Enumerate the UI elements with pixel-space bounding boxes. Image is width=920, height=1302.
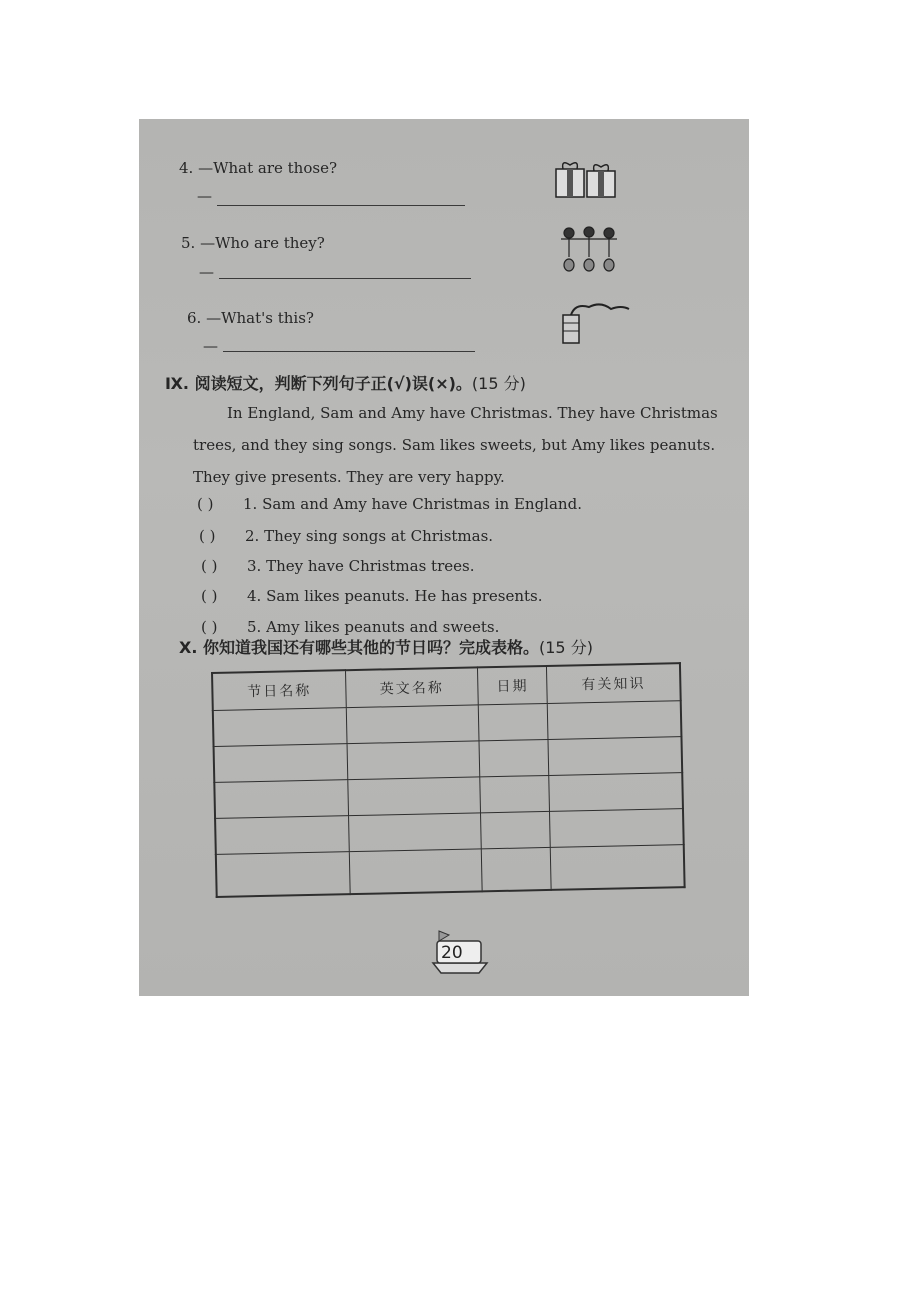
table-cell[interactable] bbox=[348, 777, 481, 816]
answer-line-6[interactable] bbox=[223, 351, 475, 352]
answer-parentheses[interactable]: ( ) bbox=[201, 618, 218, 636]
table-cell[interactable] bbox=[215, 816, 349, 855]
gift-boxes-icon bbox=[553, 155, 619, 199]
answer-parentheses[interactable]: ( ) bbox=[199, 527, 216, 545]
question-6: 6. —What's this? bbox=[187, 309, 314, 327]
table-cell[interactable] bbox=[481, 848, 551, 892]
answer-parentheses[interactable]: ( ) bbox=[201, 557, 218, 575]
judgement-item-1: ( ) 1. Sam and Amy have Christmas in England. bbox=[197, 495, 582, 513]
answer-line-5[interactable] bbox=[219, 278, 471, 279]
judgement-item-4: ( ) 4. Sam likes peanuts. He has presents. bbox=[201, 587, 543, 605]
section-9-heading bbox=[165, 371, 526, 394]
page-number: 20 bbox=[441, 943, 463, 963]
table-cell[interactable] bbox=[550, 845, 684, 890]
judgement-item-3: ( ) 3. They have Christmas trees. bbox=[201, 557, 475, 575]
column-header-date: 日期 bbox=[478, 666, 548, 705]
table-cell[interactable] bbox=[479, 740, 549, 778]
chimney-smoke-icon bbox=[559, 299, 633, 345]
table-cell[interactable] bbox=[481, 812, 551, 850]
answer-dash-6: — bbox=[203, 337, 218, 355]
question-4: 4. —What are those? bbox=[179, 159, 337, 177]
answer-parentheses[interactable]: ( ) bbox=[197, 495, 214, 513]
answer-dash-4: — bbox=[197, 187, 212, 205]
section-9-score: (15 分) bbox=[471, 374, 526, 393]
section-9-heading-text: Ⅸ. 阅读短文，判断下列句子正(√)误(×)。 bbox=[165, 374, 472, 393]
table-cell[interactable] bbox=[349, 849, 482, 894]
table-cell[interactable] bbox=[480, 776, 550, 814]
section-10-heading-text: Ⅹ. 你知道我国还有哪些其他的节日吗？完成表格。 bbox=[179, 638, 539, 657]
table-cell[interactable] bbox=[347, 741, 480, 780]
section-10-score: (15 分) bbox=[539, 638, 593, 657]
section-10-heading bbox=[179, 635, 593, 658]
answer-line-4[interactable] bbox=[217, 205, 465, 206]
table-cell[interactable] bbox=[548, 737, 682, 776]
table-cell[interactable] bbox=[346, 705, 479, 744]
table-cell[interactable] bbox=[214, 780, 348, 819]
column-header-english-name: 英文名称 bbox=[345, 667, 478, 707]
table-cell[interactable] bbox=[214, 744, 348, 783]
passage-line-3: They give presents. They are very happy. bbox=[193, 468, 505, 486]
table-cell[interactable] bbox=[547, 701, 681, 740]
table-cell[interactable] bbox=[216, 852, 350, 897]
table-row bbox=[216, 845, 685, 897]
answer-dash-5: — bbox=[199, 263, 214, 281]
judgement-item-5: ( ) 5. Amy likes peanuts and sweets. bbox=[201, 618, 500, 636]
worksheet-photo bbox=[139, 119, 749, 996]
children-dancing-icon bbox=[559, 223, 621, 277]
judgement-item-2: ( ) 2. They sing songs at Christmas. bbox=[199, 527, 494, 545]
answer-parentheses[interactable]: ( ) bbox=[201, 587, 218, 605]
table-cell[interactable] bbox=[348, 813, 481, 852]
passage-line-1: In England, Sam and Amy have Christmas. They have Christmas bbox=[227, 404, 718, 422]
table-cell[interactable] bbox=[550, 809, 684, 848]
table-cell[interactable] bbox=[478, 703, 548, 741]
passage-line-2: trees, and they sing songs. Sam likes sweets, but Amy likes peanuts. bbox=[193, 436, 716, 454]
festival-table bbox=[211, 662, 686, 898]
table-cell[interactable] bbox=[549, 773, 683, 812]
table-cell[interactable] bbox=[213, 708, 347, 747]
column-header-festival-name: 节日名称 bbox=[212, 670, 346, 710]
column-header-related-knowledge: 有关知识 bbox=[547, 663, 681, 703]
question-5: 5. —Who are they? bbox=[181, 234, 325, 252]
